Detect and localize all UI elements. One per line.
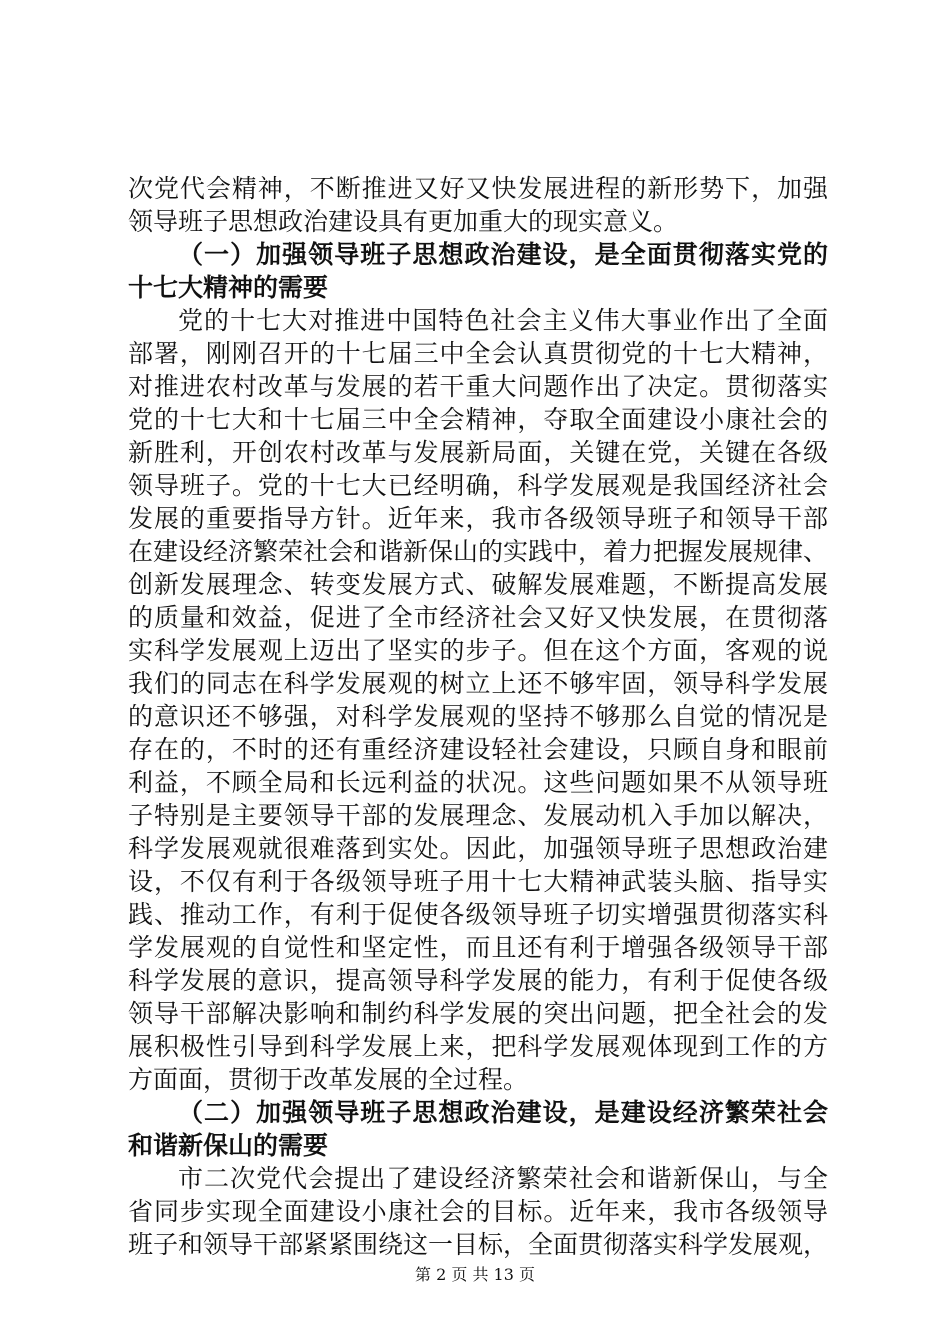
text-line: 存在的，不时的还有重经济建设轻社会建设，只顾自身和眼前 [128,735,828,764]
text-line: 省同步实现全面建设小康社会的目标。近年来，我市各级领导 [128,1197,828,1226]
text-line: 党的十七大和十七届三中全会精神，夺取全面建设小康社会的 [128,405,828,434]
section-heading: 十七大精神的需要 [128,273,329,302]
text-line: 新胜利，开创农村改革与发展新局面，关键在党，关键在各级 [128,438,828,467]
section-heading: （一）加强领导班子思想政治建设，是全面贯彻落实党的 [178,240,828,269]
text-line: 对推进农村改革与发展的若干重大问题作出了决定。贯彻落实 [128,372,828,401]
text-line: 班子和领导干部紧紧围绕这一目标，全面贯彻落实科学发展观， [128,1230,829,1259]
text-line: 践、推动工作，有利于促使各级领导班子切实增强贯彻落实科 [128,900,828,929]
text-line: 的意识还不够强，对科学发展观的坚持不够那么自觉的情况是 [128,702,828,731]
text-line: 领导班子思想政治建设具有更加重大的现实意义。 [128,207,679,236]
text-line: 在建设经济繁荣社会和谐新保山的实践中，着力把握发展规律、 [128,537,829,566]
page-footer [0,1262,950,1285]
text-line: 的质量和效益，促进了全市经济社会又好又快发展，在贯彻落 [128,603,828,632]
text-line: 部署，刚刚召开的十七届三中全会认真贯彻党的十七大精神， [128,339,828,368]
section-heading: （二）加强领导班子思想政治建设，是建设经济繁荣社会 [178,1098,828,1127]
text-line: 实科学发展观上迈出了坚实的步子。但在这个方面，客观的说 [128,636,828,665]
text-line: 次党代会精神，不断推进又好又快发展进程的新形势下，加强 [128,174,828,203]
text-line: 展积极性引导到科学发展上来，把科学发展观体现到工作的方 [128,1032,828,1061]
text-line: 我们的同志在科学发展观的树立上还不够牢固，领导科学发展 [128,669,828,698]
text-line: 方面面，贯彻于改革发展的全过程。 [128,1065,529,1094]
text-line: 创新发展理念、转变发展方式、破解发展难题，不断提高发展 [128,570,828,599]
document-body [128,172,828,1261]
text-line: 利益，不顾全局和长远利益的状况。这些问题如果不从领导班 [128,768,828,797]
text-line: 领导班子。党的十七大已经明确，科学发展观是我国经济社会 [128,471,828,500]
text-line: 发展的重要指导方针。近年来，我市各级领导班子和领导干部 [128,504,828,533]
text-line: 科学发展的意识，提高领导科学发展的能力，有利于促使各级 [128,966,828,995]
section-heading: 和谐新保山的需要 [128,1131,329,1160]
text-line: 学发展观的自觉性和坚定性，而且还有利于增强各级领导干部 [128,933,828,962]
text-line: 子特别是主要领导干部的发展理念、发展动机入手加以解决， [128,801,828,830]
text-line: 市二次党代会提出了建设经济繁荣社会和谐新保山，与全 [178,1164,828,1193]
page-number: 第 2 页 共 13 页 [415,1265,535,1284]
text-line: 科学发展观就很难落到实处。因此，加强领导班子思想政治建 [128,834,828,863]
text-line: 领导干部解决影响和制约科学发展的突出问题，把全社会的发 [128,999,828,1028]
text-line: 党的十七大对推进中国特色社会主义伟大事业作出了全面 [178,306,828,335]
text-line: 设，不仅有利于各级领导班子用十七大精神武装头脑、指导实 [128,867,828,896]
